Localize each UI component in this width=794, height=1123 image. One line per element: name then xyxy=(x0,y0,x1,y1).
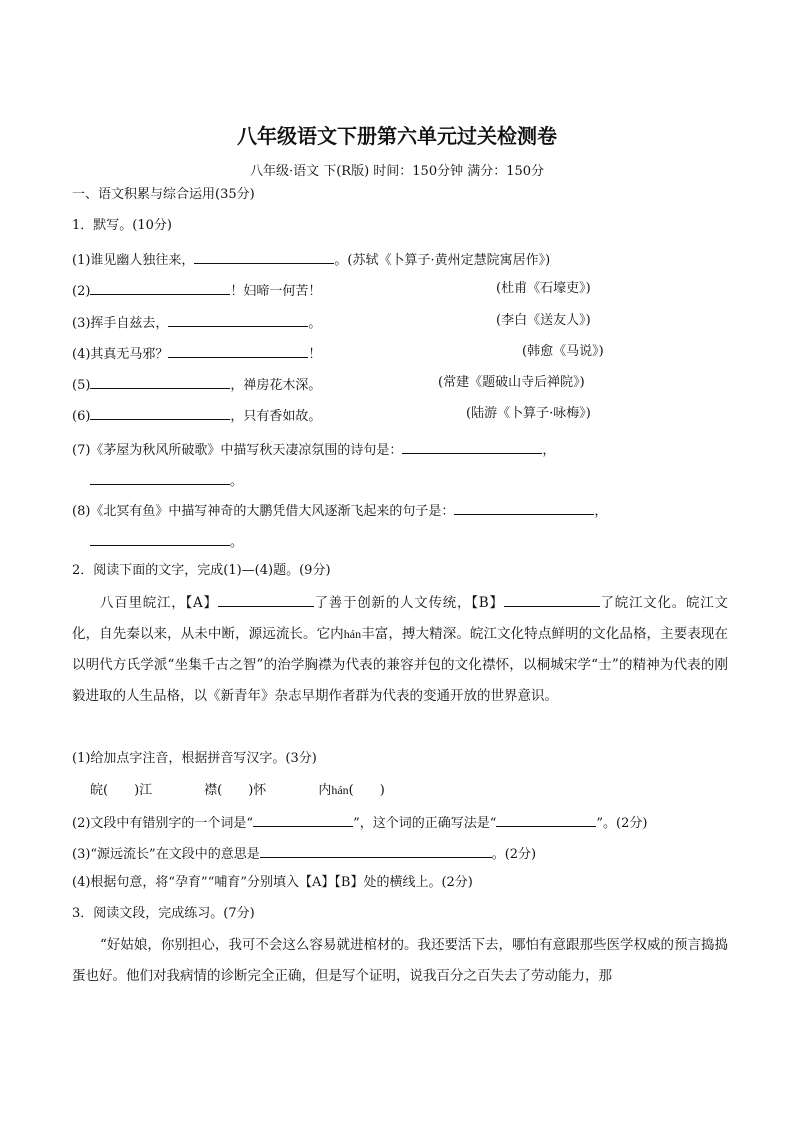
q2-sub2: (2)文段中有错别字的一个词是“ ”，这个词的正确写法是“ ”。(2分) xyxy=(72,812,647,833)
q1-item-8-line2: 。 xyxy=(90,531,243,552)
answer-blank[interactable] xyxy=(90,470,230,485)
q2-sub1-items: 皖( )江 襟( )怀 内hán( ) xyxy=(90,783,385,798)
answer-blank[interactable] xyxy=(253,812,353,827)
question-3-heading: 3．阅读文段，完成练习。(7分) xyxy=(72,906,255,921)
answer-blank[interactable] xyxy=(402,439,542,454)
q1-item-7: (7)《茅屋为秋风所破歌》中描写秋天凄凉氛围的诗句是： ， xyxy=(72,439,555,460)
q1-item-1: (1)谁见幽人独往来， 。(苏轼《卜算子·黄州定慧院寓居作》) xyxy=(72,249,550,270)
q1-item-5: (5) ，禅房花木深。 xyxy=(72,374,321,395)
answer-blank[interactable] xyxy=(90,531,230,546)
q1-item-7-line2: 。 xyxy=(90,470,243,491)
answer-blank[interactable] xyxy=(454,500,594,515)
q3-passage: “好姑娘，你别担心，我可不会这么容易就进棺材的。我还要活下去，哪怕有意跟那些医学权威的预言捣捣蛋也好。他们对我病情的诊断完全正确，但是写个证明，说我百分之百失去了劳动能力，那 xyxy=(72,937,728,984)
question-2-heading: 2．阅读下面的文字，完成(1)—(4)题。(9分) xyxy=(72,563,331,578)
answer-blank[interactable] xyxy=(194,249,334,264)
answer-blank[interactable] xyxy=(260,843,492,858)
q2-sub1: (1)给加点字注音，根据拼音写汉字。(3分) xyxy=(72,751,317,766)
answer-blank[interactable] xyxy=(496,812,596,827)
answer-blank[interactable] xyxy=(90,374,230,389)
q1-item-4-source: (韩愈《马说》) xyxy=(522,344,604,359)
q1-item-3-source: (李白《送友人》) xyxy=(496,313,591,328)
q1-item-2-source: (杜甫《石壕吏》) xyxy=(496,281,591,296)
section-heading: 一、语文积累与综合运用(35分) xyxy=(72,187,255,202)
q1-item-4: (4)其真无马邪？ ！ xyxy=(72,343,321,364)
answer-blank[interactable] xyxy=(168,312,308,327)
q2-sub3: (3)“源远流长”在文段中的意思是 。(2分) xyxy=(72,843,536,864)
answer-blank[interactable] xyxy=(90,405,230,420)
q1-item-2: (2) ！妇啼一何苦！ xyxy=(72,280,321,301)
q2-sub4: (4)根据句意，将“孕育”“哺育”分别填入【A】【B】处的横线上。(2分) xyxy=(72,875,473,890)
answer-blank[interactable] xyxy=(218,592,314,607)
page-subtitle: 八年级·语文 下(R版) 时间：150分钟 满分：150分 xyxy=(249,164,545,179)
pinyin: hán xyxy=(331,783,349,797)
q1-item-3: (3)挥手自兹去， 。 xyxy=(72,312,321,333)
answer-blank[interactable] xyxy=(90,280,230,295)
answer-blank[interactable] xyxy=(504,592,600,607)
q1-item-6-source: (陆游《卜算子·咏梅》) xyxy=(466,406,591,421)
q1-item-5-source: (常建《题破山寺后禅院》) xyxy=(438,375,585,390)
answer-blank[interactable] xyxy=(168,343,308,358)
page-title: 八年级语文下册第六单元过关检测卷 xyxy=(237,124,557,148)
q2-passage: 八百里皖江，【A】 了善于创新的人文传统，【B】 了皖江文化。皖江文化，自先秦以来，从未中断，源远流长。它内hán丰富，搏大精深。皖江文化特点鲜明的文化品格，主要表现在以明代方氏学派“坐集千古之智”的治学胸襟为代表的兼容并包的文化襟怀，以桐城宋学“士”的精神为代表的刚毅进取的人生品格，以《新青年》杂志早期作者群为代表的变通开放的世界意识。 xyxy=(72,588,728,712)
q1-item-8: (8)《北冥有鱼》中描写神奇的大鹏凭借大风逐渐飞起来的句子是： ， xyxy=(72,500,607,521)
question-1-heading: 1．默写。(10分) xyxy=(72,218,172,233)
pinyin: hán xyxy=(343,627,362,641)
q1-item-6: (6) ，只有香如故。 xyxy=(72,405,321,426)
